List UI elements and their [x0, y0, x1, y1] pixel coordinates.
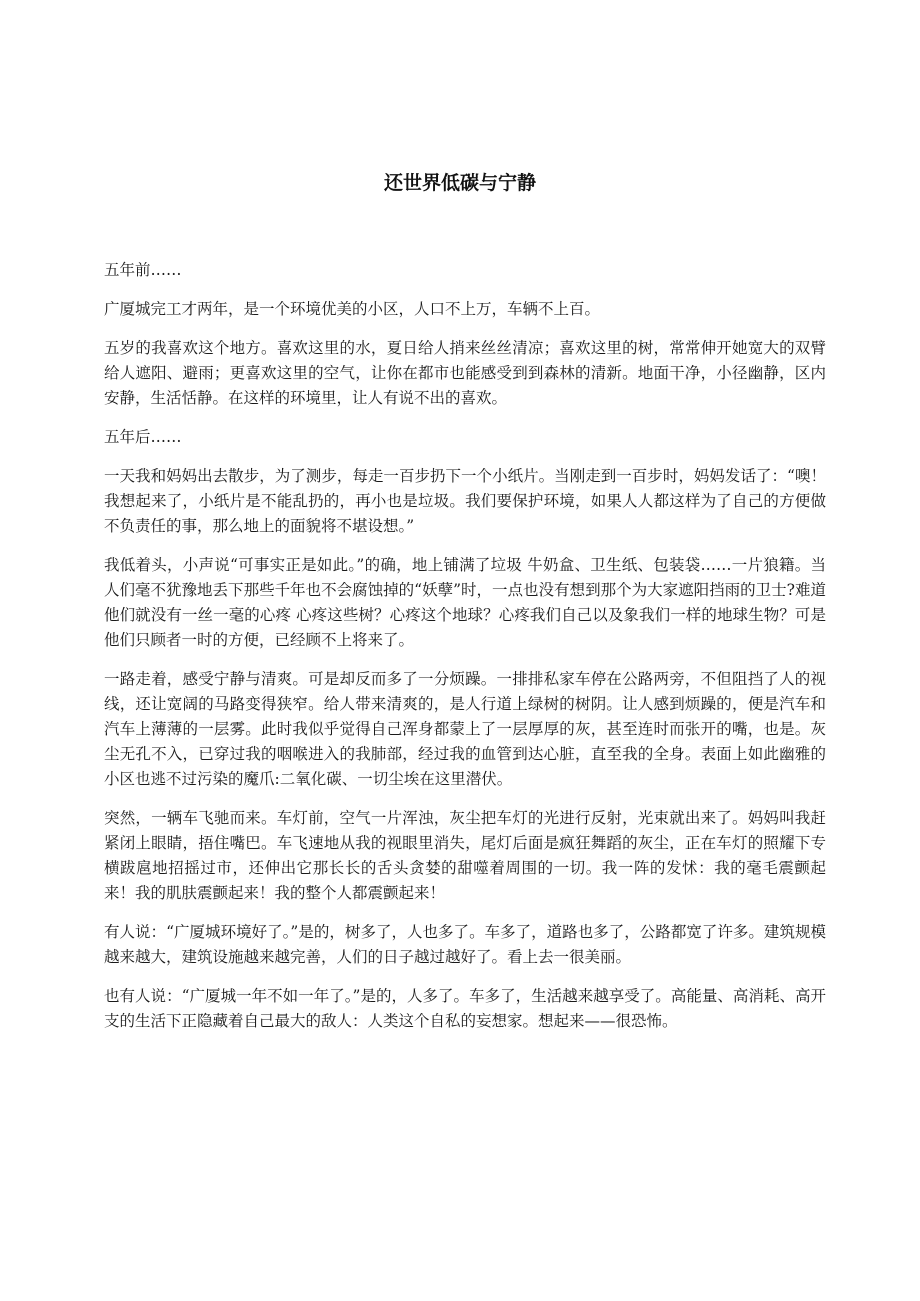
- paragraph-8: 突然，一辆车飞驰而来。车灯前，空气一片浑浊，灰尘把车灯的光进行反射，光束就出来了。妈妈叫我赶紧闭上眼睛，捂住嘴巴。车飞速地从我的视眼里消失，尾灯后面是疯狂舞蹈的灰尘，正在车灯的照耀下专横跋扈地招摇过市，还伸出它那长长的舌头贪婪的甜噬着周围的一切。我一阵的发怵：我的毫毛震颤起来！我的肌肤震颤起来！我的整个人都震颤起来！: [104, 809, 826, 902]
- paragraph-7: 一路走着，感受宁静与清爽。可是却反而多了一分烦躁。一排排私家车停在公路两旁，不但阻挡了人的视线，还让宽阔的马路变得狭窄。给人带来清爽的，是人行道上绿树的树阴。让人感到烦躁的，便是汽车和汽车上薄薄的一层雾。此时我似乎觉得自己浑身都蒙上了一层厚厚的灰，甚至连时而张开的嘴，也是。灰尘无孔不入，已穿过我的咽喉进入的我肺部，经过我的血管到达心脏，直至我的全身。表面上如此幽雅的小区也逃不过污染的魔爪:二氧化碳、一切尘埃在这里潜伏。: [104, 670, 826, 788]
- paragraph-3: 五岁的我喜欢这个地方。喜欢这里的水，夏日给人捎来丝丝清凉；喜欢这里的树，常常伸开她宽大的双臂给人遮阳、避雨；更喜欢这里的空气，让你在都市也能感受到到森林的清新。地面干净，小径幽静，区内安静，生活恬静。在这样的环境里，让人有说不出的喜欢。: [104, 339, 826, 407]
- document-body: [104, 258, 826, 1048]
- paragraph-5: 一天我和妈妈出去散步，为了测步，每走一百步扔下一个小纸片。当刚走到一百步时，妈妈发话了：“噢！我想起来了，小纸片是不能乱扔的，再小也是垃圾。我们要保护环境，如果人人都这样为了自己的方便做不负责任的事，那么地上的面貌将不堪设想。”: [104, 467, 826, 535]
- paragraph-10: 也有人说：“广厦城一年不如一年了。”是的，人多了。车多了，生活越来越享受了。高能量、高消耗、高开支的生活下正隐藏着自己最大的敌人：人类这个自私的妄想家。想起来——很恐怖。: [104, 987, 826, 1030]
- paragraph-9: 有人说：“广厦城环境好了。”是的，树多了，人也多了。车多了，道路也多了，公路都宽了许多。建筑规模越来越大，建筑设施越来越完善，人们的日子越过越好了。看上去一很美丽。: [104, 923, 826, 966]
- paragraph-6: 我低着头，小声说“可事实正是如此。”的确，地上铺满了垃圾 牛奶盒、卫生纸、包装袋……一片狼籍。当人们毫不犹豫地丢下那些千年也不会腐蚀掉的“妖孽”时，一点也没有想到那个为大家遮阳挡雨的卫士?难道他们就没有一丝一毫的心疼 心疼这些树？心疼这个地球？心疼我们自己以及象我们一样的地球生物？可是他们只顾者一时的方便，已经顾不上将来了。: [104, 556, 826, 649]
- paragraph-2: 广厦城完工才两年，是一个环境优美的小区，人口不上万，车辆不上百。: [104, 300, 601, 318]
- paragraph-1: 五年前……: [104, 261, 182, 279]
- document-title: 还世界低碳与宁静: [383, 172, 536, 194]
- paragraph-4: 五年后……: [104, 428, 182, 446]
